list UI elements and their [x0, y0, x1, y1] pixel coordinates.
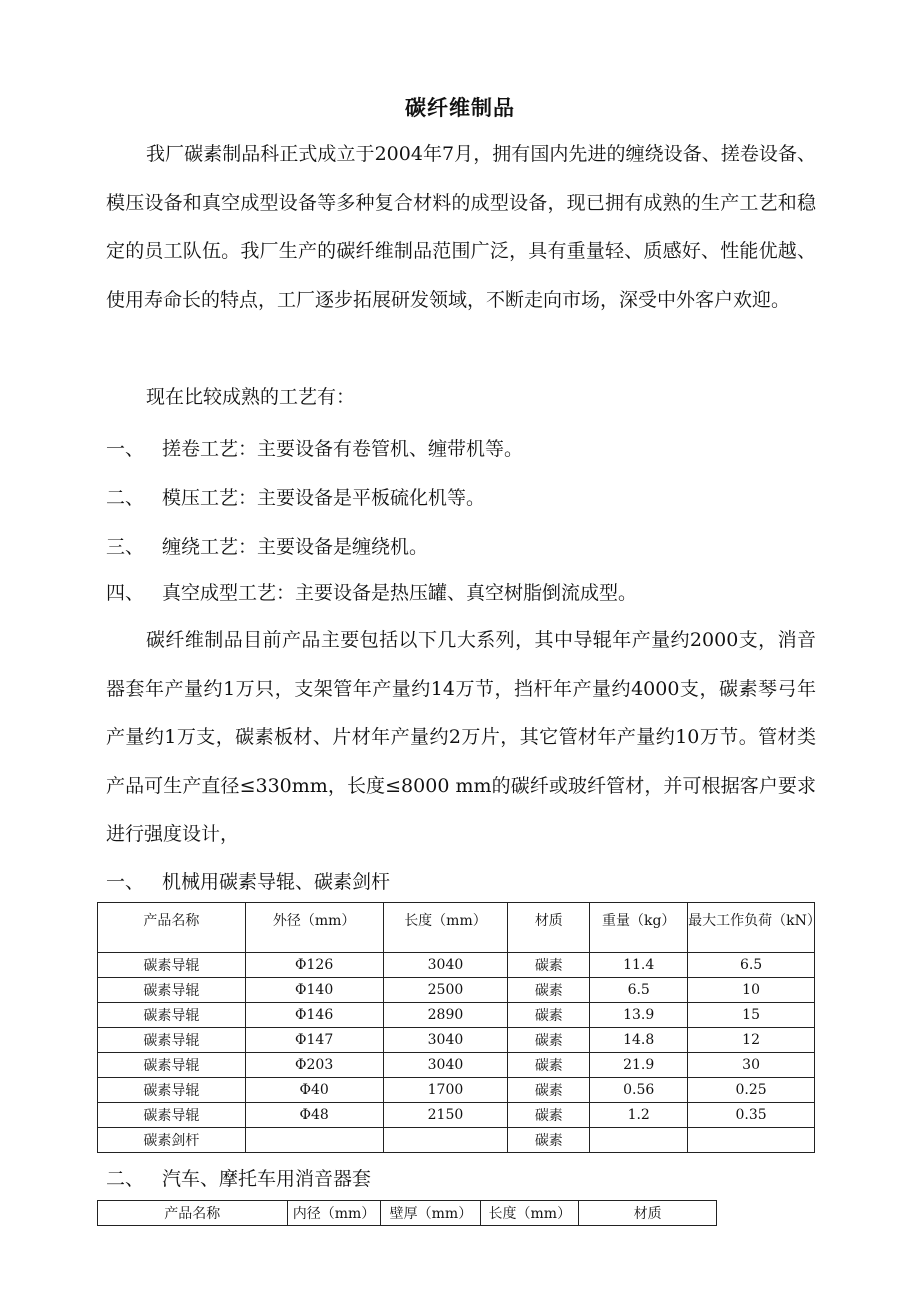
- guide-roller-table: [97, 902, 821, 1153]
- table-cell: 3040: [383, 1053, 508, 1078]
- process-intro: 现在比较成熟的工艺有：: [146, 386, 356, 408]
- column-header: 内径（mm）: [287, 1201, 381, 1226]
- table-cell: 碳素: [508, 1078, 590, 1103]
- table-cell: 碳素: [508, 1003, 590, 1028]
- table-cell: 1700: [383, 1078, 508, 1103]
- process-item: [106, 483, 485, 510]
- table-cell: 6.5: [590, 978, 688, 1003]
- table-cell: 碳素: [508, 1028, 590, 1053]
- process-number: 一、: [106, 438, 145, 460]
- table-cell: 碳素: [508, 978, 590, 1003]
- section-number: 一、: [106, 871, 145, 893]
- column-header: 长度（mm）: [481, 1201, 579, 1226]
- process-text: 搓卷工艺：主要设备有卷管机、缠带机等。: [162, 438, 524, 460]
- process-number: 三、: [106, 536, 145, 558]
- table-cell: 15: [688, 1003, 815, 1028]
- table-row: [98, 1128, 815, 1153]
- table-cell: 碳素剑杆: [98, 1128, 246, 1153]
- table-cell: 11.4: [590, 953, 688, 978]
- table-cell: 碳素导辊: [98, 1053, 246, 1078]
- column-header: 产品名称: [98, 1201, 288, 1226]
- table-row: [98, 978, 815, 1003]
- table-cell: Φ140: [245, 978, 383, 1003]
- table-cell: [383, 1128, 508, 1153]
- process-number: 二、: [106, 487, 145, 509]
- table-header-row: [98, 1201, 717, 1226]
- table-cell: Φ48: [245, 1103, 383, 1128]
- table-cell: Φ126: [245, 953, 383, 978]
- column-header: 长度（mm）: [383, 903, 508, 953]
- process-text: 缠绕工艺：主要设备是缠绕机。: [162, 536, 429, 558]
- table-cell: 碳素导辊: [98, 1103, 246, 1128]
- table-cell: 碳素导辊: [98, 978, 246, 1003]
- table-cell: 0.35: [688, 1103, 815, 1128]
- table-cell: Φ146: [245, 1003, 383, 1028]
- table-cell: 21.9: [590, 1053, 688, 1078]
- process-text: 模压工艺：主要设备是平板硫化机等。: [162, 487, 486, 509]
- table-cell: Φ40: [245, 1078, 383, 1103]
- table-cell: 碳素: [508, 1103, 590, 1128]
- table-cell: [688, 1128, 815, 1153]
- table-header-row: [98, 903, 815, 953]
- column-header: 产品名称: [98, 903, 246, 953]
- table-row: [98, 1028, 815, 1053]
- column-header: 外径（mm）: [245, 903, 383, 953]
- table-cell: 碳素导辊: [98, 1003, 246, 1028]
- column-header: 壁厚（mm）: [381, 1201, 481, 1226]
- table-cell: 1.2: [590, 1103, 688, 1128]
- process-item: [106, 578, 637, 605]
- column-header: 材质: [508, 903, 590, 953]
- intro-paragraph: 我厂碳素制品科正式成立于2004年7月，拥有国内先进的缠绕设备、搓卷设备、模压设备和真空成型设备等多种复合材料的成型设备，现已拥有成熟的生产工艺和稳定的员工队伍。我厂生产的碳纤维制品范围广泛，具有重量轻、质感好、性能优越、使用寿命长的特点，工厂逐步拓展研发领域，不断走向市场，深受中外客户欢迎。: [106, 143, 816, 311]
- muffler-sleeve-table: [97, 1200, 717, 1226]
- table-row: [98, 953, 815, 978]
- section-title: 汽车、摩托车用消音器套: [162, 1168, 372, 1190]
- table-cell: 碳素: [508, 1128, 590, 1153]
- table-cell: 碳素: [508, 1053, 590, 1078]
- table-cell: 2150: [383, 1103, 508, 1128]
- process-item: [106, 532, 428, 559]
- table-cell: 6.5: [688, 953, 815, 978]
- process-number: 四、: [106, 582, 145, 604]
- section-heading: [106, 1164, 371, 1191]
- table-row: [98, 1053, 815, 1078]
- table-cell: 3040: [383, 953, 508, 978]
- section-number: 二、: [106, 1168, 145, 1190]
- table-cell: 0.25: [688, 1078, 815, 1103]
- table-cell: 碳素导辊: [98, 1078, 246, 1103]
- table-row: [98, 1003, 815, 1028]
- table-cell: 30: [688, 1053, 815, 1078]
- products-paragraph: 碳纤维制品目前产品主要包括以下几大系列，其中导辊年产量约2000支，消音器套年产量约1万只，支架管年产量约14万节，挡杆年产量约4000支，碳素琴弓年产量约1万支，碳素板材、片材年产量约2万片，其它管材年产量约10万节。管材类产品可生产直径≤330mm，长度≤8000 mm的碳纤或玻纤管材，并可根据客户要求进行强度设计，: [106, 629, 816, 845]
- table-row: [98, 1078, 815, 1103]
- table-cell: [590, 1128, 688, 1153]
- table-cell: 碳素导辊: [98, 1028, 246, 1053]
- table-row: [98, 1103, 815, 1128]
- column-header: 材质: [579, 1201, 717, 1226]
- table-cell: Φ147: [245, 1028, 383, 1053]
- section-title: 机械用碳素导辊、碳素剑杆: [162, 871, 391, 893]
- table-cell: 10: [688, 978, 815, 1003]
- table-cell: Φ203: [245, 1053, 383, 1078]
- section-heading: [106, 867, 390, 894]
- table-cell: 碳素导辊: [98, 953, 246, 978]
- table-cell: 13.9: [590, 1003, 688, 1028]
- column-header: 最大工作负荷（kN）: [688, 903, 815, 953]
- table-cell: 0.56: [590, 1078, 688, 1103]
- process-item: [106, 434, 523, 461]
- process-text: 真空成型工艺：主要设备是热压罐、真空树脂倒流成型。: [162, 582, 638, 604]
- column-header: 重量（kg）: [590, 903, 688, 953]
- table-cell: 2500: [383, 978, 508, 1003]
- table-cell: 3040: [383, 1028, 508, 1053]
- page-title: 碳纤维制品: [405, 96, 515, 120]
- table-cell: 14.8: [590, 1028, 688, 1053]
- table-cell: 12: [688, 1028, 815, 1053]
- table-cell: 2890: [383, 1003, 508, 1028]
- table-cell: 碳素: [508, 953, 590, 978]
- table-cell: [245, 1128, 383, 1153]
